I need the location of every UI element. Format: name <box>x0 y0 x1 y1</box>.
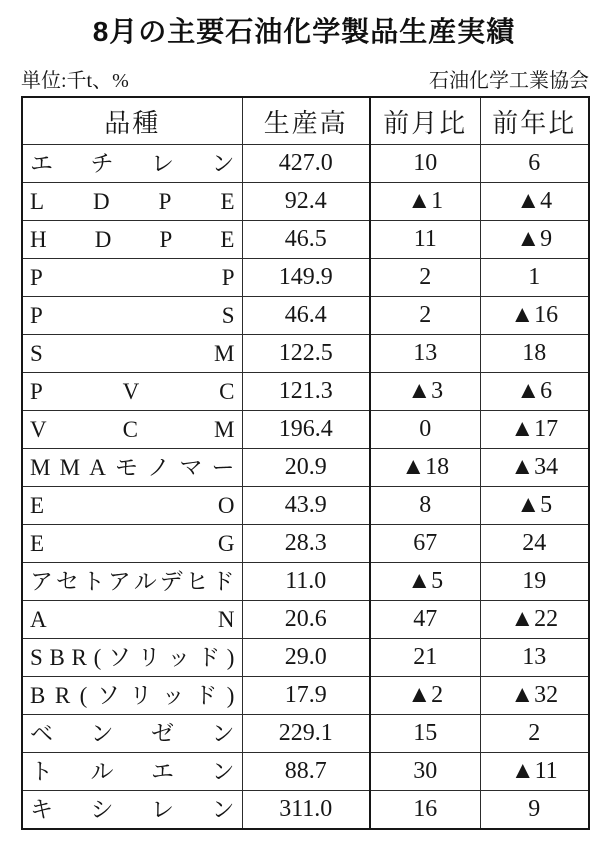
mom-cell: 10 <box>370 145 480 183</box>
product-name-cell <box>22 563 242 601</box>
production-table <box>21 96 590 830</box>
product-name: H D P E <box>30 227 235 252</box>
mom-cell: 47 <box>370 601 480 639</box>
yoy-cell: ▲17 <box>480 411 589 449</box>
production-cell: 122.5 <box>242 335 370 373</box>
yoy-cell: ▲6 <box>480 373 589 411</box>
table-row <box>22 639 589 677</box>
product-name-cell <box>22 411 242 449</box>
production-cell: 11.0 <box>242 563 370 601</box>
product-name: B R ( ソ リ ッ ド ) <box>30 683 235 708</box>
table-row <box>22 297 589 335</box>
table-row <box>22 715 589 753</box>
mom-cell: 15 <box>370 715 480 753</box>
product-name-cell <box>22 715 242 753</box>
product-name-cell <box>22 639 242 677</box>
table-row <box>22 563 589 601</box>
table-row <box>22 525 589 563</box>
table-row <box>22 487 589 525</box>
product-name-cell <box>22 487 242 525</box>
header-product: 品種 <box>22 97 242 145</box>
production-cell: 427.0 <box>242 145 370 183</box>
mom-cell: ▲2 <box>370 677 480 715</box>
yoy-cell: ▲22 <box>480 601 589 639</box>
product-name-cell <box>22 753 242 791</box>
product-name: E O <box>30 493 235 518</box>
yoy-cell: 6 <box>480 145 589 183</box>
yoy-cell: ▲11 <box>480 753 589 791</box>
production-cell: 17.9 <box>242 677 370 715</box>
mom-cell: 13 <box>370 335 480 373</box>
production-cell: 311.0 <box>242 791 370 830</box>
table-row <box>22 753 589 791</box>
product-name: P P <box>30 265 235 290</box>
production-cell: 88.7 <box>242 753 370 791</box>
production-cell: 121.3 <box>242 373 370 411</box>
product-name: キ シ レ ン <box>30 797 235 822</box>
product-name: S M <box>30 341 235 366</box>
production-cell: 46.4 <box>242 297 370 335</box>
yoy-cell: 19 <box>480 563 589 601</box>
yoy-cell: 18 <box>480 335 589 373</box>
production-cell: 46.5 <box>242 221 370 259</box>
product-name-cell <box>22 145 242 183</box>
mom-cell: 8 <box>370 487 480 525</box>
production-cell: 29.0 <box>242 639 370 677</box>
mom-cell: 21 <box>370 639 480 677</box>
mom-cell: 30 <box>370 753 480 791</box>
header-yoy: 前年比 <box>480 97 589 145</box>
yoy-cell: 9 <box>480 791 589 830</box>
product-name: V C M <box>30 417 235 442</box>
mom-cell: 2 <box>370 259 480 297</box>
table-row <box>22 145 589 183</box>
product-name: S B R ( ソ リ ッ ド ) <box>30 645 235 670</box>
yoy-cell: ▲16 <box>480 297 589 335</box>
product-name: ト ル エ ン <box>30 759 235 784</box>
source-organization: 石油化学工業協会 <box>429 70 589 92</box>
header-production: 生産高 <box>242 97 370 145</box>
yoy-cell: ▲32 <box>480 677 589 715</box>
product-name-cell <box>22 791 242 830</box>
product-name: ベ ン ゼ ン <box>30 721 235 746</box>
yoy-cell: ▲9 <box>480 221 589 259</box>
production-cell: 20.9 <box>242 449 370 487</box>
mom-cell: ▲1 <box>370 183 480 221</box>
mom-cell: ▲5 <box>370 563 480 601</box>
product-name: エ チ レ ン <box>30 151 235 176</box>
mom-cell: 67 <box>370 525 480 563</box>
product-name-cell <box>22 449 242 487</box>
production-cell: 20.6 <box>242 601 370 639</box>
product-name: P V C <box>30 379 235 404</box>
product-name: M M A モ ノ マ ー <box>30 455 235 480</box>
table-row <box>22 335 589 373</box>
product-name-cell <box>22 259 242 297</box>
meta-row <box>21 69 589 93</box>
product-name-cell <box>22 297 242 335</box>
production-cell: 92.4 <box>242 183 370 221</box>
production-cell: 149.9 <box>242 259 370 297</box>
production-cell: 196.4 <box>242 411 370 449</box>
mom-cell: ▲18 <box>370 449 480 487</box>
product-name-cell <box>22 373 242 411</box>
yoy-cell: ▲34 <box>480 449 589 487</box>
product-name: ア セ ト ア ル デ ヒ ド <box>30 569 235 594</box>
product-name: A N <box>30 607 235 632</box>
product-name-cell <box>22 221 242 259</box>
header-mom: 前月比 <box>370 97 480 145</box>
production-cell: 28.3 <box>242 525 370 563</box>
mom-cell: 0 <box>370 411 480 449</box>
table-row <box>22 791 589 830</box>
mom-cell: ▲3 <box>370 373 480 411</box>
table-row <box>22 373 589 411</box>
yoy-cell: 13 <box>480 639 589 677</box>
yoy-cell: 2 <box>480 715 589 753</box>
product-name: E G <box>30 531 235 556</box>
production-cell: 229.1 <box>242 715 370 753</box>
product-name: L D P E <box>30 189 235 214</box>
table-row <box>22 259 589 297</box>
yoy-cell: ▲5 <box>480 487 589 525</box>
table-row <box>22 183 589 221</box>
yoy-cell: 24 <box>480 525 589 563</box>
product-name-cell <box>22 525 242 563</box>
mom-cell: 11 <box>370 221 480 259</box>
yoy-cell: ▲4 <box>480 183 589 221</box>
table-row <box>22 601 589 639</box>
table-row <box>22 449 589 487</box>
product-name-cell <box>22 183 242 221</box>
product-name-cell <box>22 677 242 715</box>
page-title: 8月の主要石油化学製品生産実績 <box>92 16 516 47</box>
mom-cell: 2 <box>370 297 480 335</box>
table-header-row <box>22 97 589 145</box>
product-name: P S <box>30 303 235 328</box>
product-name-cell <box>22 601 242 639</box>
product-name-cell <box>22 335 242 373</box>
mom-cell: 16 <box>370 791 480 830</box>
yoy-cell: 1 <box>480 259 589 297</box>
unit-note: 単位:千t、% <box>21 70 129 92</box>
table-row <box>22 411 589 449</box>
table-row <box>22 677 589 715</box>
production-cell: 43.9 <box>242 487 370 525</box>
table-row <box>22 221 589 259</box>
